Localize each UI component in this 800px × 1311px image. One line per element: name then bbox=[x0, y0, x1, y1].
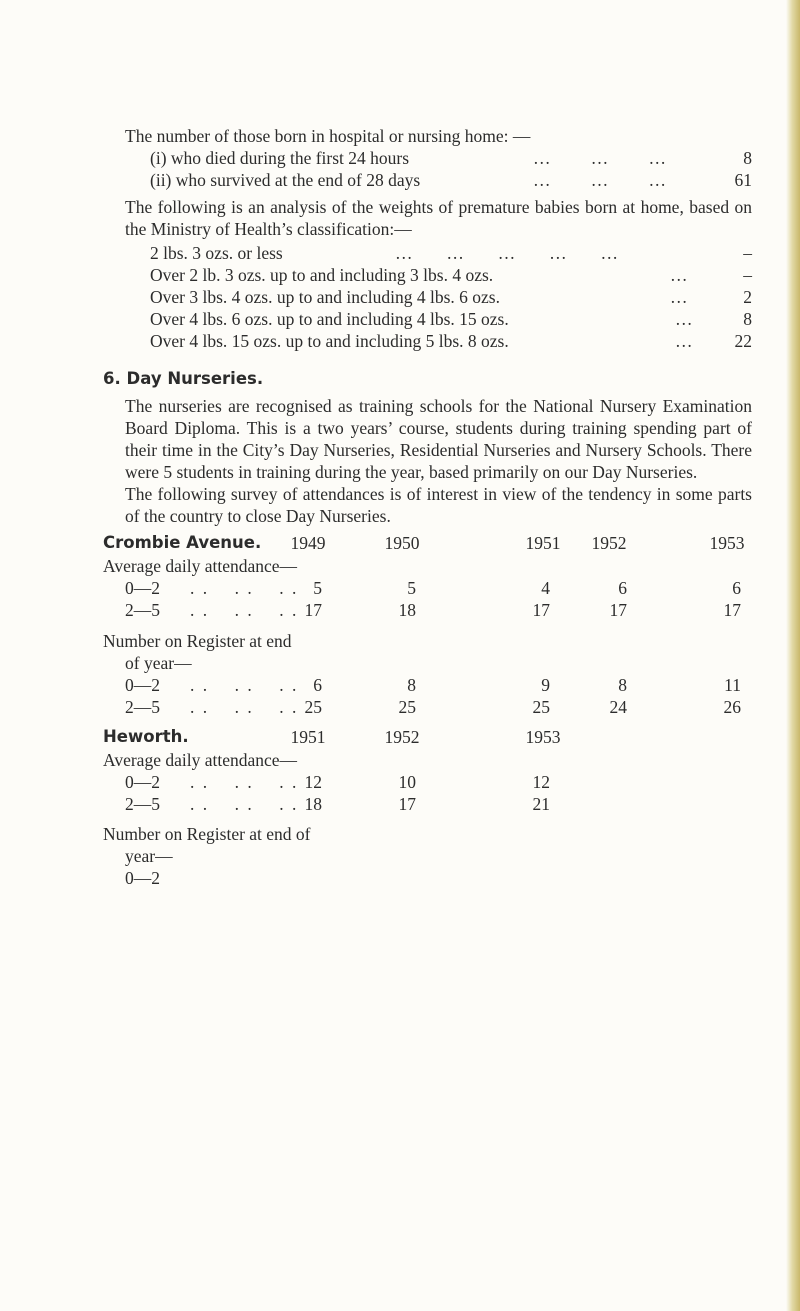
heworth-year: 1953 bbox=[525, 727, 561, 747]
weight-item-1-label: 2 lbs. 3 ozs. or less bbox=[150, 243, 283, 263]
leader-dots: . . . . . . bbox=[190, 697, 299, 717]
section-6-title: Day Nurseries. bbox=[126, 369, 264, 388]
weight-item-3-label: Over 3 lbs. 4 ozs. up to and including 4 lbs. 6 ozs. bbox=[150, 287, 500, 307]
crombie-register-age: 2—5 bbox=[125, 697, 160, 717]
heworth-attendance-value: 17 bbox=[398, 794, 416, 814]
crombie-year: 1951 bbox=[525, 533, 561, 553]
crombie-attendance-value: 4 bbox=[541, 578, 550, 598]
leader-dots: … bbox=[670, 287, 690, 307]
heworth-attendance-age: 0—2 bbox=[125, 772, 160, 792]
crombie-register-value: 25 bbox=[304, 697, 322, 717]
weight-item-3-value: 2 bbox=[743, 287, 752, 307]
leader-dots: . . . . . . bbox=[190, 675, 299, 695]
crombie-year: 1950 bbox=[384, 533, 420, 553]
crombie-year: 1949 bbox=[290, 533, 326, 553]
crombie-register-value: 8 bbox=[407, 675, 416, 695]
crombie-register-label-cont: of year— bbox=[125, 653, 192, 673]
section-6-paragraph-2: The following survey of attendances is of interest in view of the tendency in some parts of the country to close Day Nurseries. bbox=[125, 484, 752, 526]
leader-dots: … … … bbox=[533, 148, 668, 168]
weights-intro-text: The following is an analysis of the weights of premature babies born at home, based on the Ministry of Health’s classification:— bbox=[125, 197, 752, 239]
heworth-heading: Heworth. bbox=[103, 727, 189, 746]
crombie-attendance-value: 6 bbox=[618, 578, 627, 598]
heworth-year: 1951 bbox=[290, 727, 326, 747]
leader-dots: … bbox=[670, 265, 690, 285]
leader-dots: . . . . . . bbox=[190, 772, 299, 792]
leader-dots: . . . . . . bbox=[190, 600, 299, 620]
crombie-register-value: 6 bbox=[313, 675, 322, 695]
leader-dots: … bbox=[675, 309, 695, 329]
leader-dots: … … … bbox=[533, 170, 668, 190]
weight-item-4-value: 8 bbox=[743, 309, 752, 329]
born-in-hospital-item-2-label: (ii) who survived at the end of 28 days bbox=[150, 170, 421, 190]
born-in-hospital-item-1-value: 8 bbox=[743, 148, 752, 168]
crombie-attendance-value: 17 bbox=[304, 600, 322, 620]
leader-dots: . . . . . . bbox=[190, 578, 299, 598]
heworth-attendance-value: 10 bbox=[398, 772, 416, 792]
crombie-attendance-value: 17 bbox=[723, 600, 741, 620]
crombie-attendance-value: 18 bbox=[398, 600, 416, 620]
heworth-attendance-value: 12 bbox=[304, 772, 322, 792]
crombie-attendance-age: 2—5 bbox=[125, 600, 160, 620]
born-in-hospital-item-1-label: (i) who died during the first 24 hours bbox=[150, 148, 410, 168]
heworth-attendance-value: 18 bbox=[304, 794, 322, 814]
crombie-register-value: 11 bbox=[724, 675, 741, 695]
crombie-year: 1953 bbox=[709, 533, 745, 553]
heworth-attendance-value: 12 bbox=[532, 772, 550, 792]
born-in-hospital-item-2-value: 61 bbox=[734, 170, 752, 190]
weight-item-2-value: – bbox=[743, 265, 752, 285]
crombie-year: 1952 bbox=[591, 533, 627, 553]
page-edge-shading bbox=[786, 0, 800, 1311]
heworth-attendance-age: 2—5 bbox=[125, 794, 160, 814]
section-6-paragraph-1: The nurseries are recognised as training schools for the National Nursery Examination Board Diploma. This is a two years’ course, students during training spending part of their time in the City’s Day Nurseries, Residential Nurseries and Nursery Schools. There were 5 students in training during the year, based primarily on our Day Nurseries. bbox=[125, 396, 752, 482]
born-in-hospital-intro: The number of those born in hospital or nursing home: — bbox=[125, 126, 531, 146]
heworth-register-label-cont: year— bbox=[125, 846, 173, 866]
crombie-register-value: 9 bbox=[541, 675, 550, 695]
crombie-register-age: 0—2 bbox=[125, 675, 160, 695]
crombie-register-value: 8 bbox=[618, 675, 627, 695]
crombie-attendance-value: 17 bbox=[609, 600, 627, 620]
crombie-attendance-value: 5 bbox=[313, 578, 322, 598]
weight-item-5-label: Over 4 lbs. 15 ozs. up to and including 5 lbs. 8 ozs. bbox=[150, 331, 509, 351]
weight-item-2-label: Over 2 lb. 3 ozs. up to and including 3 lbs. 4 ozs. bbox=[150, 265, 494, 285]
crombie-attendance-age: 0—2 bbox=[125, 578, 160, 598]
crombie-register-value: 24 bbox=[609, 697, 627, 717]
weights-intro bbox=[125, 196, 752, 240]
crombie-register-label: Number on Register at end bbox=[103, 631, 292, 651]
heworth-register-age: 0—2 bbox=[125, 868, 160, 888]
section-6-heading bbox=[103, 368, 263, 390]
weight-item-4-label: Over 4 lbs. 6 ozs. up to and including 4 lbs. 15 ozs. bbox=[150, 309, 509, 329]
leader-dots: … … … … … bbox=[395, 243, 620, 263]
heworth-year: 1952 bbox=[384, 727, 420, 747]
crombie-register-value: 26 bbox=[723, 697, 741, 717]
crombie-attendance-label: Average daily attendance— bbox=[103, 556, 298, 576]
weight-item-1-value: – bbox=[743, 243, 752, 263]
heworth-register-label: Number on Register at end of bbox=[103, 824, 311, 844]
section-6-number: 6. bbox=[103, 369, 121, 388]
crombie-register-value: 25 bbox=[532, 697, 550, 717]
heworth-attendance-value: 21 bbox=[532, 794, 550, 814]
crombie-attendance-value: 6 bbox=[732, 578, 741, 598]
weight-item-5-value: 22 bbox=[734, 331, 752, 351]
crombie-heading: Crombie Avenue. bbox=[103, 533, 262, 552]
leader-dots: … bbox=[675, 331, 695, 351]
crombie-attendance-value: 17 bbox=[532, 600, 550, 620]
crombie-register-value: 25 bbox=[398, 697, 416, 717]
leader-dots: . . . . . . bbox=[190, 794, 299, 814]
heworth-attendance-label: Average daily attendance— bbox=[103, 750, 298, 770]
crombie-attendance-value: 5 bbox=[407, 578, 416, 598]
